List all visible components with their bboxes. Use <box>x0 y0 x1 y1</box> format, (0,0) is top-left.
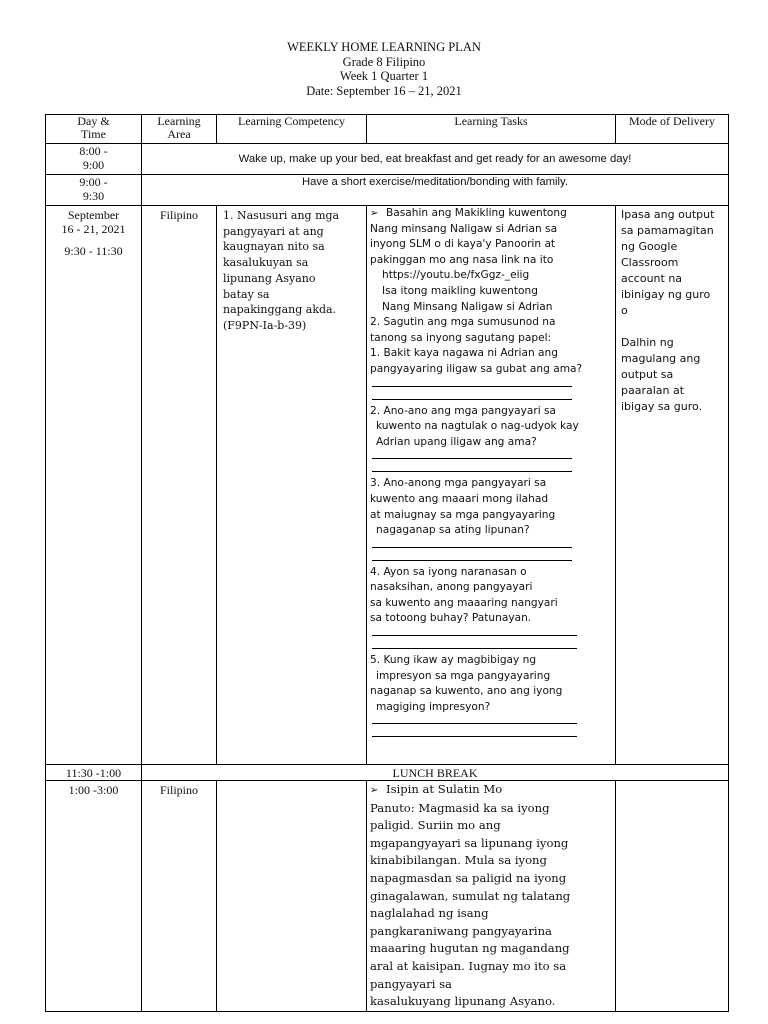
col-header-learning-area: Learning Area <box>142 115 217 144</box>
answer-line <box>372 539 572 548</box>
col-header-competency: Learning Competency <box>217 115 367 144</box>
session1-mode: Ipasa ang output sa pamamagitan ng Google Classroom account na ibinigay ng guro o Dalhin ng magulang ang output sa paaralan at ibigay sa guro. <box>616 206 729 765</box>
answer-line <box>372 640 577 649</box>
session1-competency: 1. Nasusuri ang mga pangyayari at ang kaugnayan nito sa kasalukuyan sa lipunang Asyano batay sa napakinggang akda. (F9PN-Ia-b-39) <box>217 206 367 765</box>
exercise-activity: Have a short exercise/meditation/bonding with family. <box>142 175 729 206</box>
question-5: 5. Kung ikaw ay magbibigay ng impresyon sa mga pangyayaring naganap sa kuwento, ano ang iyong magiging impresyon? <box>370 653 612 737</box>
exercise-time: 9:00 - 9:30 <box>46 175 142 206</box>
col-header-day-time: Day & Time <box>46 115 142 144</box>
question-2: 2. Ano-ano ang mga pangyayari sa kuwento na nagtulak o nag-udyok kay Adrian upang iligaw ang ama? <box>370 404 612 473</box>
answer-line <box>372 715 577 724</box>
session2-tasks: ➢ Isipin at Sulatin Mo Panuto: Magmasid ka sa iyong paligid. Suriin mo ang mgapangyayari sa lipunang iyong kinabibilangan. Mula sa iyong napagmasdan sa paligid na iyong ginagalawan, sumulat ng talatang naglalahad ng isang pangkaraniwang pangyayarina maaaring hugutan ng magandang aral at kaisipan. Iugnay mo ito sa pangyayari sa kasalukuyang lipunang Asyano. <box>367 781 616 1012</box>
answer-line <box>372 391 572 400</box>
task2-title-line: ➢ Isipin at Sulatin Mo <box>370 781 612 800</box>
answer-line <box>372 378 572 387</box>
col-header-mode: Mode of Delivery <box>616 115 729 144</box>
week-label: Week 1 Quarter 1 <box>339 69 429 83</box>
table-row-session1 <box>46 206 729 765</box>
table-header-row <box>46 115 729 144</box>
video-link[interactable]: https://youtu.be/fxGgz-_eiig <box>382 269 530 282</box>
date-label: Date: September 16 – 21, 2021 <box>306 83 462 98</box>
session1-day-time: September 16 - 21, 2021 9:30 - 11:30 <box>46 206 142 765</box>
session1-tasks: ➢ Basahin ang Makikling kuwentong Nang minsang Naligaw si Adrian sa inyong SLM o di kaya'y Panoorin at pakinggan mo ang nasa link na ito https://youtu.be/fxGgz-_eiig Isa itong maikling kuwentong Nang Minsang Naligaw si Adrian 2. Sagutin ang mga sumusunod na tanong sa inyong sagutang papel: 1. Bakit kaya nagawa ni Adrian ang pangyayaring iligaw sa gubat ang ama? 2. Ano-ano ang mga pangyayari sa kuwento na nagtulak o nag-udyok kay Adrian upang iligaw ang ama? 3. Ano-anong mga pangyayari sa kuwento ang maaari mong ilahad at maiugnay sa mga pangyayaring nagaganap sa ating lipunan? 4. Ayon sa iyong naranasan o nasaksihan, anong pangyayari sa kuwento ang maaaring nangyari sa totoong buhay? Patunayan. 5. Kung ikaw ay magbibigay ng impresyon sa mga pangyayaring naganap sa kuwento, ano ang iyong magiging impresyon? <box>367 206 616 765</box>
lunch-time: 11:30 -1:00 <box>46 765 142 781</box>
wake-activity: Wake up, make up your bed, eat breakfast and get ready for an awesome day! <box>142 144 729 175</box>
table-row-exercise <box>46 175 729 206</box>
question-1: 1. Bakit kaya nagawa ni Adrian ang pangyayaring iligaw sa gubat ang ama? <box>370 346 612 399</box>
answer-line <box>372 728 577 737</box>
arrow-bullet-icon: ➢ <box>370 785 379 796</box>
answer-line <box>372 552 572 561</box>
session1-area: Filipino <box>142 206 217 765</box>
answer-line <box>372 450 572 459</box>
lunch-activity: LUNCH BREAK <box>142 765 729 781</box>
learning-plan-table <box>45 114 729 1012</box>
session2-mode <box>616 781 729 1012</box>
answer-line <box>372 463 572 472</box>
session2-time: 1:00 -3:00 <box>46 781 142 1012</box>
col-header-tasks: Learning Tasks <box>367 115 616 144</box>
answer-line <box>372 627 577 636</box>
document-title: WEEKLY HOME LEARNING PLAN <box>287 40 481 54</box>
table-row-session2 <box>46 781 729 1012</box>
question-3: 3. Ano-anong mga pangyayari sa kuwento ang maaari mong ilahad at maiugnay sa mga pangyayaring nagaganap sa ating lipunan? <box>370 476 612 560</box>
table-row-lunch <box>46 765 729 781</box>
session2-area: Filipino <box>142 781 217 1012</box>
grade-label: Grade 8 Filipino <box>342 54 426 69</box>
table-row-wake <box>46 144 729 175</box>
arrow-bullet-icon: ➢ <box>370 208 379 219</box>
wake-time: 8:00 - 9:00 <box>46 144 142 175</box>
question-4: 4. Ayon sa iyong naranasan o nasaksihan, anong pangyayari sa kuwento ang maaaring nangyari sa totoong buhay? Patunayan. <box>370 565 612 649</box>
session2-competency <box>217 781 367 1012</box>
document-header <box>0 40 768 98</box>
task-intro-first: ➢ Basahin ang Makikling kuwentong <box>370 206 612 222</box>
